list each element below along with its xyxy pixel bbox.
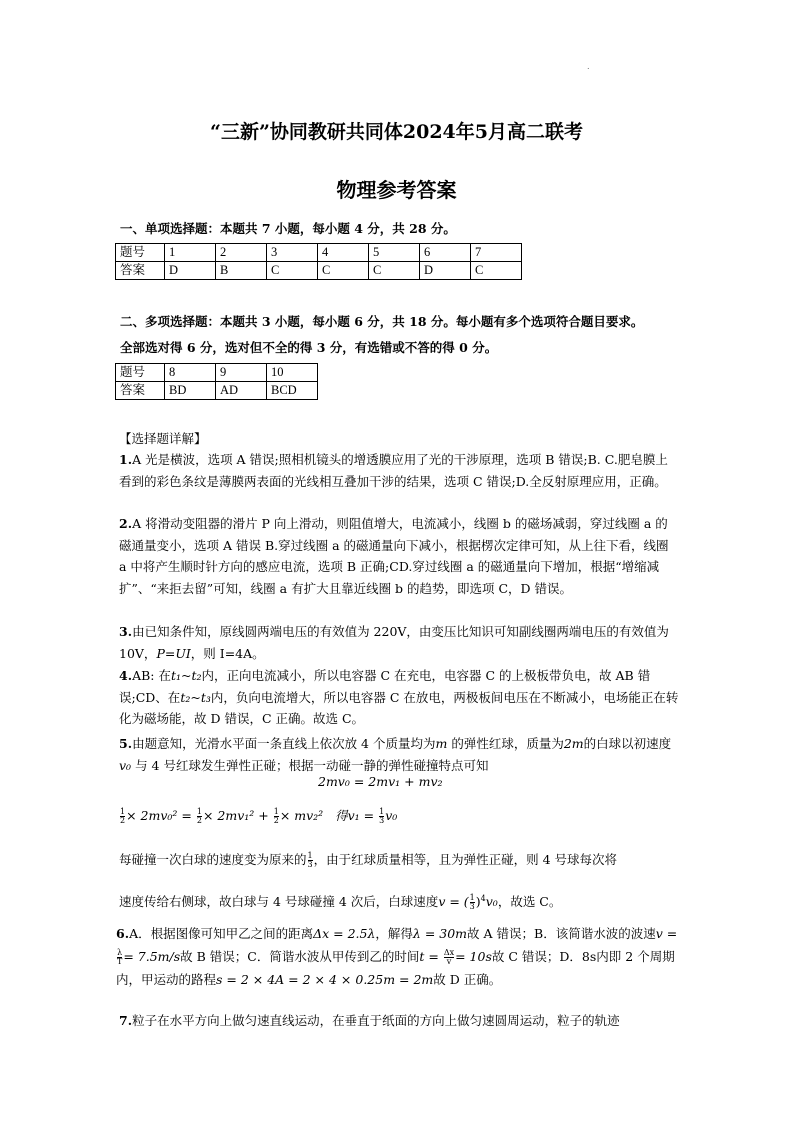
denominator: 3	[379, 816, 385, 825]
formula: )	[475, 894, 481, 909]
numerator: 1	[196, 807, 202, 816]
explanation-text: A．根据图像可知甲乙之间的距离	[129, 926, 314, 941]
section2-heading-line1: 二、多项选择题：本题共 3 小题，每小题 6 分，共 18 分。每小题有多个选项符合题目要求。	[120, 314, 644, 329]
explanation-text: A 将滑动变阻器的滑片 P 向上滑动，则阻值增大，电流减小，线圈 b 的磁场减弱，穿过线圈 a 的磁通量变小，选项 A 错误 B.穿过线圈 a 的磁通量向下减小，根据楞次定律可知，从上往下看，线圈 a 中将产生顺时针方向的感应电流，选项 B 正确;CD.穿过线圈 a 的磁通量向下增加，根据“增缩减扩”、“来拒去留”可知，线圈 a 有扩大且靠近线圈 b 的趋势，即选项 C，D 错误。	[119, 516, 669, 596]
explanation-text: ，解得	[375, 926, 413, 941]
explanation-text: ，故选 C。	[497, 894, 562, 909]
denominator: T	[117, 957, 123, 966]
explanation-text: 故 A 错误；B．该简谐水波的波速	[467, 926, 656, 941]
row-label: 题号	[116, 364, 165, 382]
explanation-text: 与 4 号红球发生弹性正碰；根据一动碰一静的弹性碰撞特点可知	[135, 757, 489, 773]
table-cell: C	[318, 262, 369, 280]
explanation-q7	[119, 1011, 689, 1029]
fraction	[120, 808, 125, 825]
table-cell: C	[369, 262, 420, 280]
table-cell: C	[471, 262, 522, 280]
table-cell: BCD	[267, 382, 318, 400]
explanation-q5-cont1	[119, 850, 689, 869]
numerator: 1	[469, 893, 475, 902]
table-row	[116, 382, 318, 400]
table-cell: 7	[471, 244, 522, 262]
formula: P=UI	[156, 645, 191, 661]
explanation-text: 内，负向电流增大，所以电容器 C 在放电，两极板间电压在不断减小，电场能正在转化为磁场能，故 D 错误，C 正确。故选 C。	[119, 689, 679, 726]
formula: × 2mv₁² +	[202, 808, 273, 823]
explanation-text: 故 D 正确。	[433, 972, 502, 987]
numerator: 1	[379, 807, 385, 816]
question-number: 6.	[116, 926, 130, 941]
explanation-text: ，由于红球质量相等，且为弹性正碰，则 4 号球每次将	[313, 852, 618, 867]
denominator: 2	[196, 816, 202, 825]
exponent: 4	[480, 893, 486, 903]
section2-heading-line2: 全部选对得 6 分，选对但不全的得 3 分，有选错或不答的得 0 分。	[120, 340, 498, 355]
table-cell: AD	[216, 382, 267, 400]
corner-dot: .	[587, 62, 590, 71]
row-label: 答案	[116, 262, 165, 280]
numerator: 1	[307, 851, 313, 860]
table-cell: 1	[165, 244, 216, 262]
table-cell: 3	[267, 244, 318, 262]
page-subtitle: 物理参考答案	[336, 178, 457, 202]
question-number: 4.	[119, 668, 133, 683]
formula: × mv₂²	[279, 808, 324, 823]
table-cell: 5	[369, 244, 420, 262]
explanation-text: AB: 在	[132, 668, 171, 683]
formula: m	[435, 736, 448, 751]
fraction	[444, 949, 454, 966]
details-heading: 【选择题详解】	[119, 431, 207, 446]
formula: λ = 30m	[412, 926, 468, 941]
table-cell: 8	[165, 364, 216, 382]
formula: t =	[419, 949, 443, 964]
table-cell: 6	[420, 244, 471, 262]
denominator: 2	[120, 816, 126, 825]
section1-heading: 一、单项选择题：本题共 7 小题，每小题 4 分，共 28 分。	[120, 221, 456, 236]
formula: v =	[655, 926, 678, 941]
question-number: 2.	[119, 516, 133, 531]
denominator: v	[446, 957, 452, 966]
fraction	[308, 852, 313, 869]
numerator: 1	[120, 807, 126, 816]
numerator: 1	[273, 807, 279, 816]
numerator: Δx	[443, 948, 455, 957]
table-cell: 2	[216, 244, 267, 262]
formula: v₀	[485, 894, 498, 909]
explanation-text: 的弹性红球，质量为	[451, 736, 564, 751]
table-cell: C	[267, 262, 318, 280]
page-title: “三新”协同教研共同体2024年5月高二联考	[210, 121, 583, 143]
table-cell: 10	[267, 364, 318, 382]
explanation-text: 的白球以初速度	[583, 736, 672, 751]
equation-energy	[119, 806, 689, 825]
table-cell: D	[165, 262, 216, 280]
fraction	[274, 808, 279, 825]
formula: s = 2 × 4A = 2 × 4 × 0.25m = 2m	[216, 972, 434, 987]
section1-answer-table	[115, 243, 522, 280]
explanation-text: ，则 I=4A。	[190, 645, 265, 661]
explanation-text: 粒子在水平方向上做匀速直线运动，在垂直于纸面的方向上做匀速圆周运动，粒子的轨迹	[132, 1013, 620, 1028]
fraction	[470, 894, 475, 911]
table-cell: B	[216, 262, 267, 280]
formula: 2mv₀ = 2mv₁ + mv₂	[318, 774, 443, 789]
explanation-q5-cont2	[119, 892, 689, 911]
explanation-q1	[119, 449, 679, 492]
denominator: 3	[307, 860, 313, 869]
explanation-text: 内，正向电流减小，所以电容器 C 在充电，电容器 C 的上极板带负电，故 AB 错误;CD、在	[119, 668, 651, 705]
explanation-text: 每碰撞一次白球的速度变为原来的	[119, 852, 307, 867]
question-number: 5.	[119, 736, 133, 751]
numerator: λ	[117, 948, 123, 957]
row-label: 答案	[116, 382, 165, 400]
formula: Δx = 2.5λ	[313, 926, 376, 941]
section2-answer-table	[115, 363, 318, 400]
table-row	[116, 244, 522, 262]
formula: t₂~t₃	[180, 689, 211, 705]
table-row	[116, 364, 318, 382]
question-number: 7.	[119, 1013, 133, 1028]
explanation-q6	[116, 922, 681, 991]
formula: = 10s	[455, 949, 492, 964]
formula: 2m	[563, 736, 584, 751]
explanation-q4	[119, 665, 679, 730]
formula: t₁~t₂	[170, 668, 202, 683]
explanation-text: 故 B 错误；C．简谐水波从甲传到乙的时间	[180, 949, 420, 964]
table-cell: BD	[165, 382, 216, 400]
question-number: 1.	[119, 452, 133, 467]
denominator: 3	[469, 902, 475, 911]
explanation-text: 故 C 错误；D．8s	[491, 949, 597, 964]
equation-momentum	[318, 774, 793, 789]
formula: v₀	[385, 808, 398, 823]
explanation-q3	[119, 621, 679, 664]
explanation-q5	[119, 733, 679, 776]
formula: = 7.5m/s	[123, 949, 181, 964]
table-row	[116, 262, 522, 280]
formula: v = (	[438, 894, 469, 909]
formula: 得v₁ =	[335, 808, 379, 823]
denominator: 2	[273, 816, 279, 825]
fraction	[197, 808, 202, 825]
row-label: 题号	[116, 244, 165, 262]
explanation-text: 内即 2 个周期内，甲运动的路程	[116, 949, 675, 987]
formula: × 2mv₀² =	[126, 808, 196, 823]
explanation-text: A 光是横波，选项 A 错误;照相机镜头的增透膜应用了光的干涉原理，选项 B 错误;B. C.肥皂膜上看到的彩色条纹是薄膜两表面的光线相互叠加干涉的结果，选项 C 错误;D.全反射原理应用，正确。	[119, 452, 668, 489]
fraction	[117, 949, 122, 966]
table-cell: 4	[318, 244, 369, 262]
question-number: 3.	[119, 624, 133, 639]
fraction	[379, 808, 384, 825]
formula: v₀	[119, 757, 132, 773]
explanation-text: 由题意知，光滑水平面一条直线上依次放 4 个质量均为	[132, 736, 436, 751]
table-cell: 9	[216, 364, 267, 382]
explanation-q2	[119, 513, 679, 599]
table-cell: D	[420, 262, 471, 280]
explanation-text: 速度传给右侧球，故白球与 4 号球碰撞 4 次后，白球速度	[119, 894, 439, 909]
explanation-text: 由已知条件知，原线圆两端电压的有效值为 220V，由变压比知识可知副线圈两端电压的有效值为 10V，	[119, 624, 669, 661]
